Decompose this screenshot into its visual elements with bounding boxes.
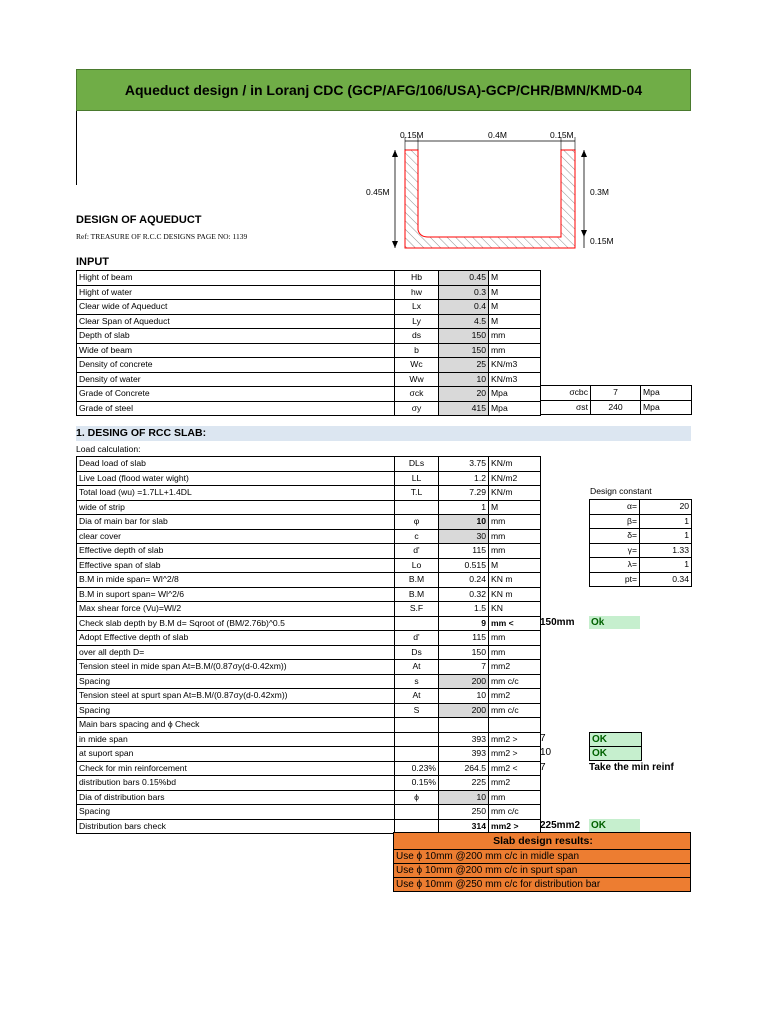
slab-label: Distribution bars check: [77, 819, 395, 834]
input-symbol: Hb: [395, 271, 439, 286]
input-table: [76, 270, 541, 416]
slab-symbol: [395, 805, 439, 820]
slab-label: Effective span of slab: [77, 558, 395, 573]
section-outline: [405, 150, 575, 248]
input-label: Grade of Concrete: [77, 387, 395, 402]
check-compare-value: 10: [540, 747, 552, 758]
design-heading: DESIGN OF AQUEDUCT: [76, 214, 202, 226]
input-label: Clear wide of Aqueduct: [77, 300, 395, 315]
slab-row: [77, 805, 541, 820]
constants-table: [589, 499, 692, 587]
slab-symbol: d': [395, 544, 439, 559]
slab-unit: M: [489, 558, 541, 573]
slab-label: Tension steel at spurt span At=B.M/(0.87σy(d-0.42xm)): [77, 689, 395, 704]
slab-label: in mide span: [77, 732, 395, 747]
constant-row: [590, 500, 692, 515]
slab-symbol: ϕ: [395, 790, 439, 805]
slab-row: [77, 732, 541, 747]
slab-results-box: [393, 833, 691, 892]
input-unit: Mpa: [489, 401, 541, 416]
slab-symbol: c: [395, 529, 439, 544]
slab-label: Max shear force (Vu)=Wl/2: [77, 602, 395, 617]
slab-label: Spacing: [77, 674, 395, 689]
slab-row: [77, 500, 541, 515]
input-row: [77, 343, 541, 358]
constants-heading: Design constant: [590, 486, 652, 496]
constant-key: λ=: [590, 558, 640, 573]
slab-unit: KN/m2: [489, 471, 541, 486]
slab-row: [77, 471, 541, 486]
input-symbol: b: [395, 343, 439, 358]
load-calc-label: Load calculation:: [76, 444, 141, 454]
stress-table: σcbc 7 Mpa σst 240 Mpa: [540, 385, 692, 415]
slab-unit: KN: [489, 602, 541, 617]
slab-unit: mm: [489, 631, 541, 646]
result-line: Use ϕ 10mm @200 mm c/c in midle span: [393, 849, 691, 864]
input-row: [77, 271, 541, 286]
input-symbol: Wc: [395, 358, 439, 373]
slab-unit: mm <: [489, 616, 541, 631]
slab-symbol: φ: [395, 515, 439, 530]
input-unit: M: [489, 285, 541, 300]
slab-unit: KN/m: [489, 457, 541, 472]
input-unit: KN/m3: [489, 358, 541, 373]
left-border-line: [76, 111, 77, 185]
slab-label: Spacing: [77, 703, 395, 718]
constant-row: [590, 572, 692, 587]
slab-value[interactable]: 1.5: [439, 602, 489, 617]
section-1-heading: 1. DESING OF RCC SLAB:: [76, 426, 691, 441]
input-row: [77, 372, 541, 387]
input-row: [77, 387, 541, 402]
input-row: [77, 401, 541, 416]
result-line: Use ϕ 10mm @250 mm c/c for distribution bar: [393, 877, 691, 892]
slab-label: at suport span: [77, 747, 395, 762]
slab-label: Live Load (flood water wight): [77, 471, 395, 486]
slab-symbol: [395, 718, 439, 733]
check-status: OK: [589, 732, 642, 747]
slab-unit: KN/m: [489, 486, 541, 501]
slab-symbol: [395, 747, 439, 762]
input-unit: KN/m3: [489, 372, 541, 387]
input-unit: Mpa: [489, 387, 541, 402]
slab-row: [77, 616, 541, 631]
dim-top-right: 0.15M: [550, 130, 574, 140]
input-symbol: ds: [395, 329, 439, 344]
input-label: Wide of beam: [77, 343, 395, 358]
check-compare-value: 7: [540, 761, 546, 773]
input-label: Hight of beam: [77, 271, 395, 286]
input-unit: mm: [489, 343, 541, 358]
slab-row: [77, 674, 541, 689]
check-compare-value: 225mm2: [540, 819, 581, 831]
input-unit: mm: [489, 329, 541, 344]
slab-value[interactable]: 10: [439, 689, 489, 704]
input-label: Density of concrete: [77, 358, 395, 373]
document-title: Aqueduct design / in Loranj CDC (GCP/AFG/106/USA)-GCP/CHR/BMN/KMD-04: [76, 69, 691, 111]
slab-unit: mm c/c: [489, 805, 541, 820]
check-status: OK: [589, 746, 642, 761]
slab-value[interactable]: 30: [439, 529, 489, 544]
slab-table: [76, 456, 541, 834]
slab-value[interactable]: 115: [439, 544, 489, 559]
slab-row: [77, 602, 541, 617]
input-value[interactable]: 4.5: [439, 314, 489, 329]
slab-value[interactable]: 7: [439, 660, 489, 675]
slab-value[interactable]: 150: [439, 645, 489, 660]
slab-row: [77, 660, 541, 675]
slab-row: [77, 544, 541, 559]
input-row: [77, 314, 541, 329]
reference-text: Ref: TREASURE OF R.C.C DESIGNS PAGE NO: 1139: [76, 232, 248, 241]
slab-value[interactable]: 0.24: [439, 573, 489, 588]
slab-label: Tension steel in mide span At=B.M/(0.87σy(d-0.42xm)): [77, 660, 395, 675]
constant-row: [590, 529, 692, 544]
slab-symbol: 0.23%: [395, 761, 439, 776]
check-status: Take the min reinf: [589, 761, 674, 773]
input-value[interactable]: 0.4: [439, 300, 489, 315]
check-status: Ok: [589, 616, 640, 629]
slab-value[interactable]: 225: [439, 776, 489, 791]
slab-unit: mm: [489, 544, 541, 559]
input-label: Hight of water: [77, 285, 395, 300]
slab-value[interactable]: 10: [439, 790, 489, 805]
slab-label: Dead load of slab: [77, 457, 395, 472]
slab-label: Spacing: [77, 805, 395, 820]
slab-symbol: S.F: [395, 602, 439, 617]
slab-unit: mm2: [489, 660, 541, 675]
slab-value[interactable]: 314: [439, 819, 489, 834]
slab-value[interactable]: 200: [439, 674, 489, 689]
input-symbol: Ly: [395, 314, 439, 329]
dim-top-left: 0.15M: [400, 130, 424, 140]
slab-symbol: At: [395, 660, 439, 675]
slab-row: [77, 573, 541, 588]
slab-label: B.M in mide span= Wl^2/8: [77, 573, 395, 588]
slab-unit: M: [489, 500, 541, 515]
slab-value[interactable]: 1.2: [439, 471, 489, 486]
slab-value[interactable]: [439, 718, 489, 733]
check-status: OK: [589, 819, 640, 832]
slab-unit: mm2: [489, 689, 541, 704]
slab-symbol: s: [395, 674, 439, 689]
slab-unit: mm: [489, 790, 541, 805]
slab-unit: mm2: [489, 776, 541, 791]
constant-key: δ=: [590, 529, 640, 544]
constant-row: [590, 514, 692, 529]
slab-label: Effective depth of slab: [77, 544, 395, 559]
input-label: Depth of slab: [77, 329, 395, 344]
constant-value: 1: [640, 514, 692, 529]
input-symbol: σck: [395, 387, 439, 402]
check-compare-value: 7: [540, 732, 546, 744]
slab-unit: mm2 >: [489, 747, 541, 762]
slab-value[interactable]: 0.515: [439, 558, 489, 573]
input-label: Grade of steel: [77, 401, 395, 416]
slab-unit: mm: [489, 515, 541, 530]
input-unit: M: [489, 271, 541, 286]
input-value[interactable]: 10: [439, 372, 489, 387]
slab-symbol: [395, 616, 439, 631]
constant-row: [590, 558, 692, 573]
dim-left-height: 0.45M: [366, 187, 390, 197]
input-symbol: hw: [395, 285, 439, 300]
slab-value[interactable]: 1: [439, 500, 489, 515]
slab-label: B.M in suport span= Wl^2/6: [77, 587, 395, 602]
slab-label: over all depth D=: [77, 645, 395, 660]
dim-top-mid: 0.4M: [488, 130, 507, 140]
slab-row: [77, 776, 541, 791]
slab-symbol: LL: [395, 471, 439, 486]
slab-row: [77, 515, 541, 530]
slab-unit: mm2 >: [489, 819, 541, 834]
results-heading: Slab design results:: [393, 832, 691, 850]
slab-symbol: 0.15%: [395, 776, 439, 791]
slab-unit: mm: [489, 645, 541, 660]
slab-row: [77, 761, 541, 776]
slab-symbol: S: [395, 703, 439, 718]
slab-symbol: T.L: [395, 486, 439, 501]
result-line: Use ϕ 10mm @200 mm c/c in spurt span: [393, 863, 691, 878]
slab-value[interactable]: 115: [439, 631, 489, 646]
input-row: [77, 285, 541, 300]
input-symbol: σy: [395, 401, 439, 416]
slab-row: [77, 631, 541, 646]
slab-label: Dia of distribution bars: [77, 790, 395, 805]
slab-row: [77, 718, 541, 733]
input-value[interactable]: 0.3: [439, 285, 489, 300]
input-unit: M: [489, 300, 541, 315]
slab-value[interactable]: 200: [439, 703, 489, 718]
slab-label: Adopt Effective depth of slab: [77, 631, 395, 646]
slab-unit: mm c/c: [489, 703, 541, 718]
slab-label: Dia of main bar for slab: [77, 515, 395, 530]
check-compare-value: 150mm: [540, 616, 575, 628]
slab-value[interactable]: 7.29: [439, 486, 489, 501]
slab-value[interactable]: 10: [439, 515, 489, 530]
input-row: [77, 300, 541, 315]
slab-label: distribution bars 0.15%bd: [77, 776, 395, 791]
input-row: [77, 329, 541, 344]
slab-row: [77, 486, 541, 501]
constant-key: γ=: [590, 543, 640, 558]
slab-unit: KN m: [489, 587, 541, 602]
dim-right-height: 0.3M: [590, 187, 609, 197]
constant-value: 1.33: [640, 543, 692, 558]
slab-unit: [489, 718, 541, 733]
slab-row: [77, 457, 541, 472]
constant-value: 1: [640, 529, 692, 544]
slab-label: Total load (wu) =1.7LL+1.4DL: [77, 486, 395, 501]
slab-symbol: d': [395, 631, 439, 646]
slab-unit: mm c/c: [489, 674, 541, 689]
constant-value: 1: [640, 558, 692, 573]
slab-label: Check slab depth by B.M d= Sqroot of (BM/2.76b)^0.5: [77, 616, 395, 631]
input-value[interactable]: 20: [439, 387, 489, 402]
input-row: [77, 358, 541, 373]
input-value[interactable]: 415: [439, 401, 489, 416]
slab-row: [77, 689, 541, 704]
slab-unit: mm2 >: [489, 732, 541, 747]
slab-label: Check for min reinforcement: [77, 761, 395, 776]
constant-value: 0.34: [640, 572, 692, 587]
slab-label: Main bars spacing and ϕ Check: [77, 718, 395, 733]
slab-symbol: [395, 500, 439, 515]
constant-key: pt=: [590, 572, 640, 587]
slab-symbol: DLs: [395, 457, 439, 472]
slab-value[interactable]: 3.75: [439, 457, 489, 472]
input-value[interactable]: 150: [439, 343, 489, 358]
input-symbol: Ww: [395, 372, 439, 387]
slab-symbol: [395, 732, 439, 747]
slab-row: [77, 703, 541, 718]
slab-row: [77, 587, 541, 602]
constant-key: β=: [590, 514, 640, 529]
slab-symbol: B.M: [395, 573, 439, 588]
slab-row: [77, 790, 541, 805]
input-value[interactable]: 150: [439, 329, 489, 344]
input-label: Density of water: [77, 372, 395, 387]
slab-value[interactable]: 264.5: [439, 761, 489, 776]
slab-unit: mm2 <: [489, 761, 541, 776]
slab-label: wide of strip: [77, 500, 395, 515]
slab-symbol: Ds: [395, 645, 439, 660]
input-value[interactable]: 25: [439, 358, 489, 373]
slab-symbol: At: [395, 689, 439, 704]
slab-unit: KN m: [489, 573, 541, 588]
slab-symbol: B.M: [395, 587, 439, 602]
slab-value[interactable]: 393: [439, 747, 489, 762]
slab-unit: mm: [489, 529, 541, 544]
slab-label: clear cover: [77, 529, 395, 544]
slab-row: [77, 645, 541, 660]
slab-row: [77, 558, 541, 573]
input-value[interactable]: 0.45: [439, 271, 489, 286]
input-heading: INPUT: [76, 256, 109, 268]
dim-bottom: 0.15M: [590, 236, 614, 246]
slab-value[interactable]: 393: [439, 732, 489, 747]
slab-row: [77, 529, 541, 544]
constant-key: α=: [590, 500, 640, 515]
slab-symbol: Lo: [395, 558, 439, 573]
slab-value[interactable]: 9: [439, 616, 489, 631]
slab-value[interactable]: 0.32: [439, 587, 489, 602]
slab-value[interactable]: 250: [439, 805, 489, 820]
input-unit: M: [489, 314, 541, 329]
constant-value: 20: [640, 500, 692, 515]
input-symbol: Lx: [395, 300, 439, 315]
constant-row: [590, 543, 692, 558]
input-label: Clear Span of Aqueduct: [77, 314, 395, 329]
slab-row: [77, 747, 541, 762]
